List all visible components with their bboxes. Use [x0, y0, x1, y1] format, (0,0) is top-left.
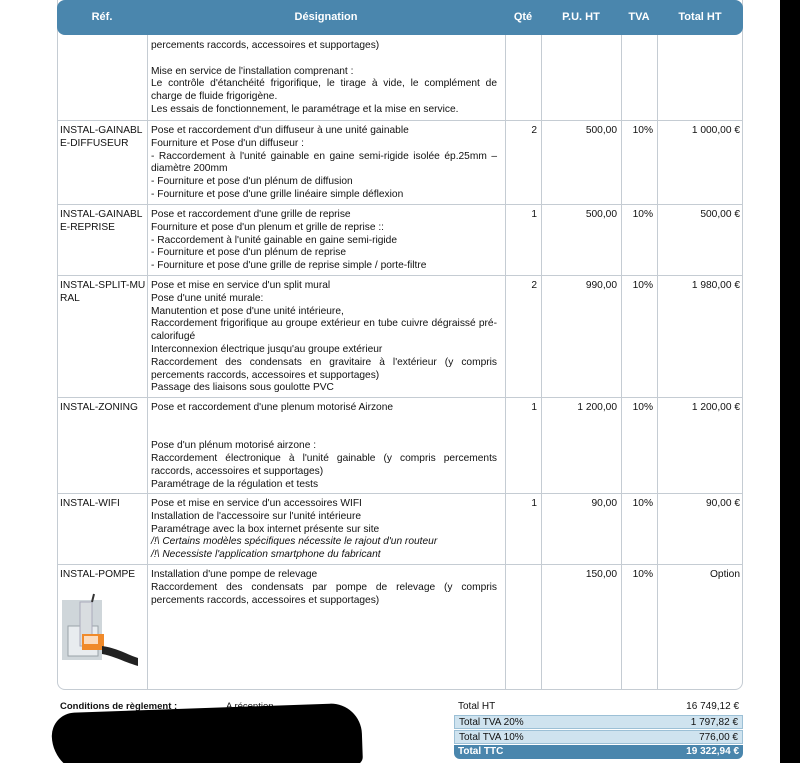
total-tva10-row	[454, 730, 743, 744]
row-unit-price: 1 200,00	[577, 402, 617, 413]
row-ref: INSTAL-GAINABLE-DIFFUSEUR	[60, 125, 143, 149]
row-total: Option	[709, 569, 740, 580]
row-designation	[151, 280, 497, 395]
col-tva-header: TVA	[628, 11, 650, 23]
row-ref: INSTAL-WIFI	[60, 498, 120, 509]
designation-line: Pose et raccordement d'une plenum motorisé Airzone	[151, 402, 394, 413]
row-divider	[57, 493, 743, 494]
total-value: 776,00 €	[699, 732, 738, 743]
total-label: Total TVA 20%	[459, 717, 524, 728]
designation-line: Raccordement des condensats par pompe de relevage (y compris percements raccords, accessoires et supportages)	[151, 581, 497, 606]
row-designation	[151, 402, 497, 492]
row-divider	[57, 275, 743, 276]
row-total: 90,00 €	[706, 498, 740, 509]
designation-line: Les essais de fonctionnement, le paramétrage et la mise en service.	[151, 103, 459, 115]
row-total: 500,00 €	[700, 209, 740, 220]
row-total: 1 000,00 €	[691, 125, 740, 136]
designation-line: - Raccordement à l'unité gainable en gaine semi-rigide	[151, 234, 398, 246]
designation-line: Le contrôle d'étanchéité frigorifique, le tirage à vide, le complément de charge de fluide frigorigène.	[151, 78, 497, 103]
designation-line: Pose d'un plénum motorisé airzone :	[151, 440, 317, 452]
designation-line	[151, 415, 497, 428]
total-tva20-row	[454, 715, 743, 729]
designation-line: Pose et raccordement d'une grille de reprise	[151, 209, 351, 220]
designation-line: Installation de l'accessoire sur l'unité intérieure	[151, 510, 362, 522]
designation-line: - Fourniture et pose d'un plénum de reprise	[151, 247, 347, 259]
row-designation	[151, 569, 497, 607]
row-unit-price: 150,00	[585, 569, 617, 580]
row-ref: INSTAL-GAINABLE-REPRISE	[60, 209, 143, 233]
row-total: 1 200,00 €	[691, 402, 740, 413]
designation-line: /!\ Certains modèles spécifiques nécessite le rajout d'un routeur	[151, 536, 438, 548]
total-value: 19 322,94 €	[686, 746, 739, 757]
col-total-header: Total HT	[678, 11, 722, 23]
designation-line: Pose d'une unité murale:	[151, 292, 264, 304]
row-vat: 10%	[632, 498, 653, 509]
row-total: 1 980,00 €	[691, 280, 740, 291]
designation-line: Pose et raccordement d'un diffuseur à une unité gainable	[151, 125, 409, 136]
row-unit-price: 990,00	[585, 280, 617, 291]
row-ref: INSTAL-SPLIT-MURAL	[60, 280, 146, 304]
col-ref-header: Réf.	[91, 11, 113, 23]
total-ttc-row	[454, 745, 743, 759]
row-qty: 2	[531, 125, 537, 136]
row-designation	[151, 40, 497, 117]
designation-line: Raccordement frigorifique au groupe extérieur en tube cuivre dégraissé pré-calorifugé	[151, 318, 497, 343]
designation-line: Passage des liaisons sous goulotte PVC	[151, 382, 334, 394]
designation-line: - Fourniture et pose d'une grille de reprise simple / porte-filtre	[151, 260, 427, 272]
table-header	[57, 0, 743, 35]
designation-line: percements raccords, accessoires et supportages)	[151, 40, 380, 51]
row-unit-price: 500,00	[585, 209, 617, 220]
total-label: Total HT	[458, 701, 496, 712]
row-vat: 10%	[632, 209, 653, 220]
designation-line: /!\ Necessiste l'application smartphone du fabricant	[151, 549, 381, 561]
row-qty: 2	[531, 280, 537, 291]
column-divider	[147, 35, 148, 689]
row-designation	[151, 498, 497, 562]
col-pu-header: P.U. HT	[562, 11, 600, 23]
col-designation-header: Désignation	[294, 11, 358, 23]
designation-line: Paramétrage avec la box internet présente sur site	[151, 523, 380, 535]
total-value: 1 797,82 €	[690, 717, 738, 728]
designation-line: Installation d'une pompe de relevage	[151, 569, 318, 580]
redaction-mark	[51, 703, 363, 763]
row-divider	[57, 397, 743, 398]
designation-line: Paramétrage de la régulation et tests	[151, 478, 319, 490]
row-ref: INSTAL-ZONING	[60, 402, 138, 413]
col-qte-header: Qté	[513, 11, 533, 23]
row-vat: 10%	[632, 125, 653, 136]
total-label: Total TTC	[458, 746, 504, 757]
designation-line: Raccordement électronique à l'unité gainable (y compris percements raccords, accessoires et supportages)	[151, 453, 497, 477]
row-vat: 10%	[632, 402, 653, 413]
designation-line: Pose et mise en service d'un accessoires WIFI	[151, 498, 362, 509]
designation-line	[151, 53, 497, 66]
row-divider	[57, 120, 743, 121]
row-vat: 10%	[632, 280, 653, 291]
designation-line: Raccordement des condensats en gravitaire à l'extérieur (y compris percements raccords, accessoires et supportages)	[151, 356, 497, 381]
designation-line	[151, 428, 497, 441]
row-designation	[151, 125, 497, 202]
row-ref: INSTAL-POMPE	[60, 569, 136, 580]
designation-line: Fourniture et pose d'un plenum et grille de reprise ::	[151, 221, 384, 233]
designation-line: - Fourniture et pose d'un plénum de diffusion	[151, 176, 353, 188]
total-value: 16 749,12 €	[686, 701, 739, 712]
row-unit-price: 90,00	[591, 498, 617, 509]
designation-line: Mise en service de l'installation comprenant :	[151, 65, 354, 77]
row-unit-price: 500,00	[585, 125, 617, 136]
designation-line: - Fourniture et pose d'une grille linéaire simple déflexion	[151, 188, 404, 200]
payment-conditions-label: Conditions de règlement :	[60, 701, 178, 712]
designation-line: Fourniture et Pose d'un diffuseur :	[151, 137, 304, 149]
row-vat: 10%	[632, 569, 653, 580]
designation-line: Interconnexion électrique jusqu'au groupe extérieur	[151, 343, 383, 355]
row-designation	[151, 209, 497, 273]
total-label: Total TVA 10%	[459, 732, 524, 743]
total-ht-row	[454, 700, 743, 714]
row-divider	[57, 564, 743, 565]
pump-image	[62, 590, 140, 668]
row-qty: 1	[531, 209, 537, 220]
row-divider	[57, 204, 743, 205]
designation-line: Pose et mise en service d'un split mural	[151, 280, 331, 291]
row-qty: 1	[531, 498, 537, 509]
row-qty: 1	[531, 402, 537, 413]
designation-line: Manutention et pose d'une unité intérieure,	[151, 305, 344, 317]
designation-line: - Raccordement à l'unité gainable en gaine semi-rigide isolée ép.25mm – diamètre 200mm	[151, 150, 497, 175]
